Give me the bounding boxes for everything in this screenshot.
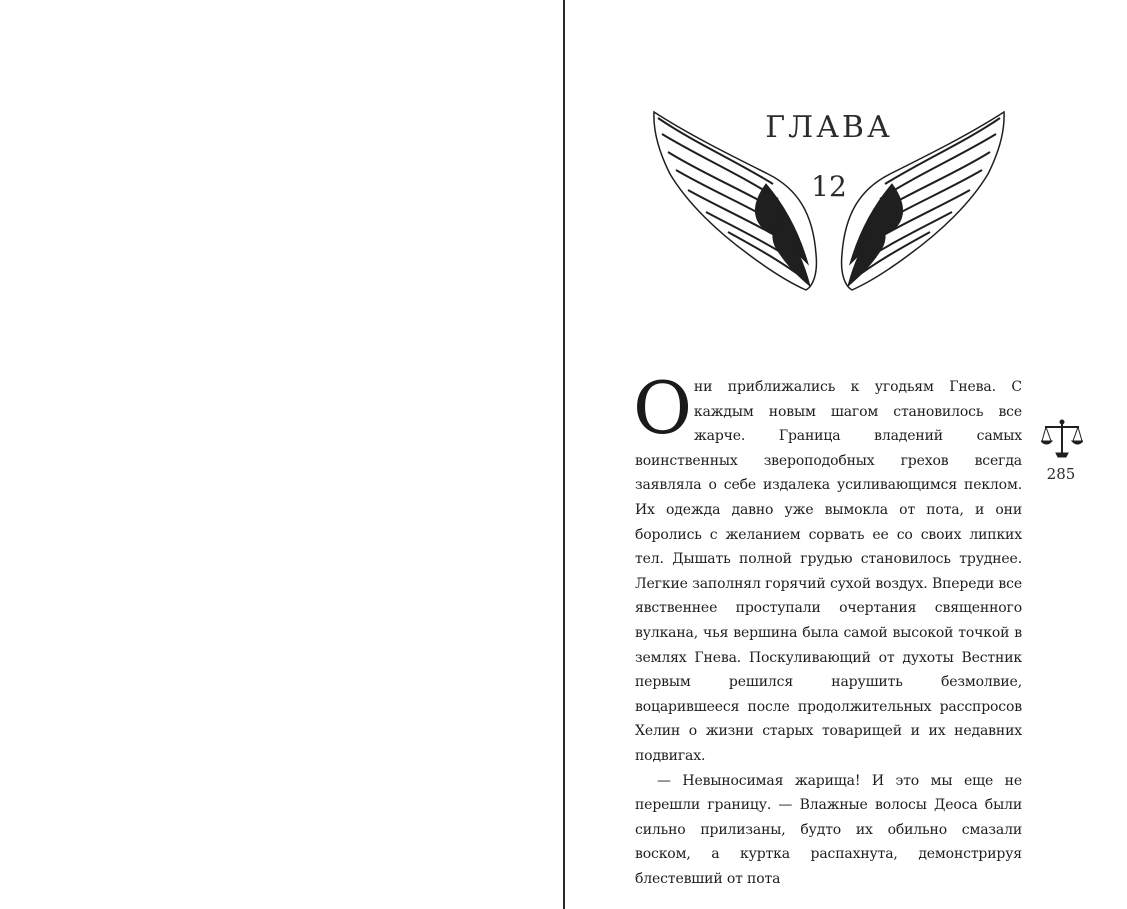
chapter-body-text xyxy=(633,366,1022,891)
page-number: 285 xyxy=(1046,465,1076,483)
paragraph-2: — Невыносимая жарища! И это мы еще не перешли границу. — Влажные волосы Деоса были сильно прилизаны, будто их обильно смазали воском, а куртка распахнута, демонстрируя блестевший от пота xyxy=(635,772,1022,887)
paragraph-1 xyxy=(633,366,1022,769)
scales-icon xyxy=(1041,419,1083,459)
chapter-heading: ГЛАВА xyxy=(765,110,893,145)
drop-cap-letter: О xyxy=(633,366,692,450)
left-page-blank xyxy=(0,0,563,909)
chapter-number: 12 xyxy=(811,170,847,203)
paragraph-1-text: ни приближались к угодьям Гнева. С каждым новым шагом становилось все жарче. Граница владений самых воинственных звероподобных грехов всегда заявляла о себе издалека усиливающимся пеклом. Их одежда давно уже вымокла от пота, и они боролись с желанием сорвать ее со своих липких тел. Дышать полной грудью становилось труднее. Легкие заполнял горячий сухой воздух. Впереди все явственнее проступали очертания священного вулкана, чья вершина была самой высокой точкой в землях Гнева. Поскуливающий от духоты Вестник первым решился нарушить безмолвие, воцарившееся после продолжительных расспросов Хелин о жизни старых товарищей и их недавних подвигах. xyxy=(635,379,1022,764)
